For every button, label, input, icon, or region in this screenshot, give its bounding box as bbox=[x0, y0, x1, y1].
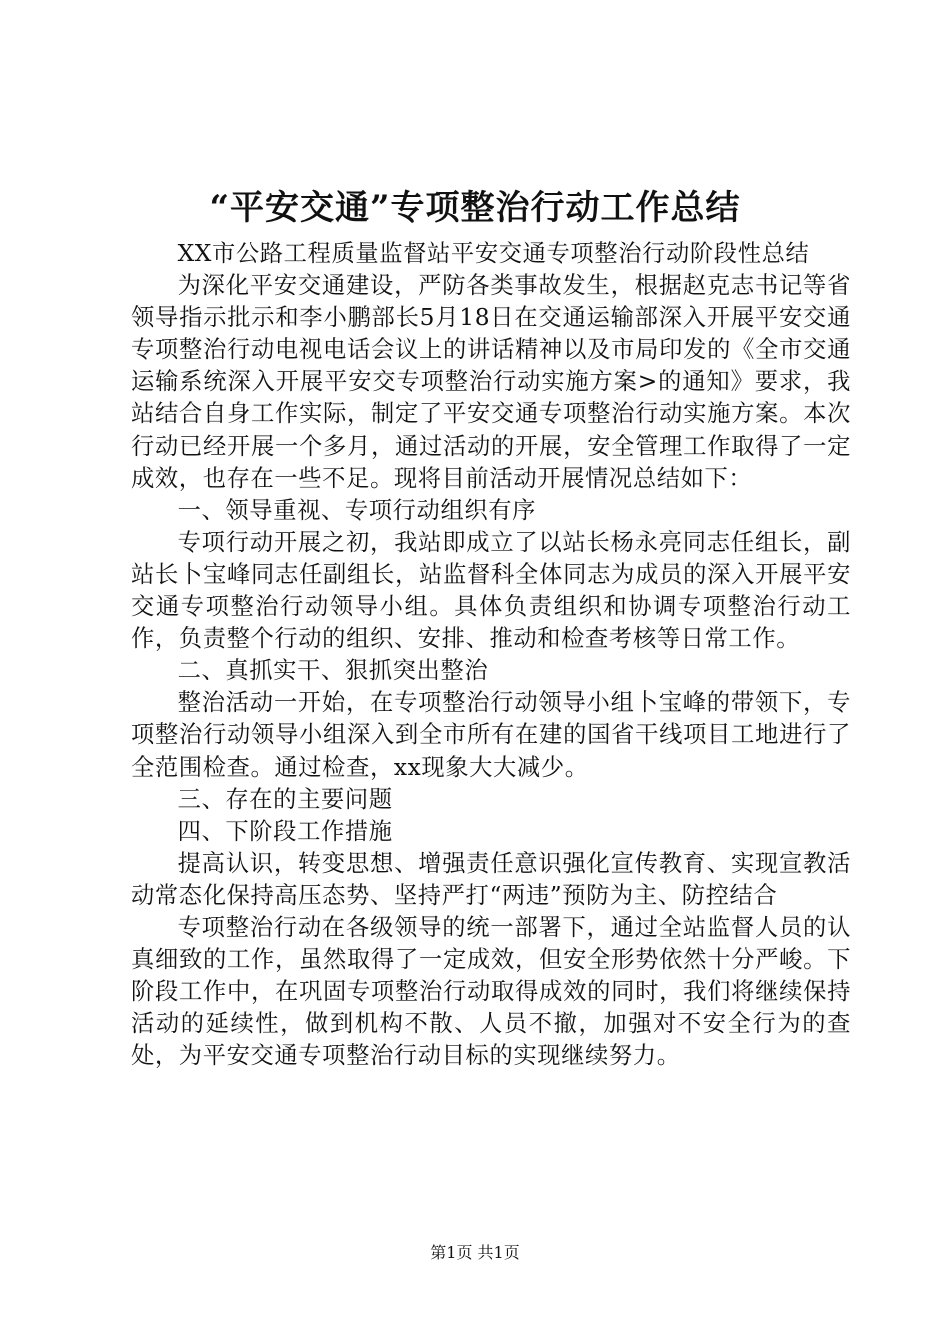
paragraph-section-2: 整治活动一开始，在专项整治行动领导小组卜宝峰的带领下，专项整治行动领导小组深入到全市所有在建的国省干线项目工地进行了全范围检查。通过检查，xx现象大大减少。 bbox=[131, 689, 851, 781]
section-heading-4: 四、下阶段工作措施 bbox=[177, 817, 393, 845]
paragraph-subtitle: XX市公路工程质量监督站平安交通专项整治行动阶段性总结 bbox=[177, 240, 810, 267]
paragraph-measures: 提高认识，转变思想、增强责任意识强化宣传教育、实现宣教活动常态化保持高压态势、坚持严打“两违”预防为主、防控结合 bbox=[131, 849, 851, 909]
document-body bbox=[131, 238, 851, 1072]
paragraph-conclusion: 专项整治行动在各级领导的统一部署下，通过全站监督人员的认真细致的工作，虽然取得了一定成效，但安全形势依然十分严峻。下阶段工作中，在巩固专项整治行动取得成效的同时，我们将继续保持活动的延续性，做到机构不散、人员不撤，加强对不安全行为的查处，为平安交通专项整治行动目标的实现继续努力。 bbox=[131, 913, 851, 1070]
page-footer: 第1页 共1页 bbox=[430, 1243, 520, 1262]
paragraph-section-1: 专项行动开展之初，我站即成立了以站长杨永亮同志任组长，副站长卜宝峰同志任副组长，站监督科全体同志为成员的深入开展平安交通专项整治行动领导小组。具体负责组织和协调专项整治行动工作，负责整个行动的组织、安排、推动和检查考核等日常工作。 bbox=[131, 528, 851, 653]
section-heading-2: 二、真抓实干、狠抓突出整治 bbox=[177, 657, 489, 685]
section-heading-3: 三、存在的主要问题 bbox=[177, 785, 393, 813]
section-heading-1: 一、领导重视、专项行动组织有序 bbox=[177, 496, 537, 524]
document-title: “平安交通”专项整治行动工作总结 bbox=[209, 188, 741, 228]
paragraph-intro: 为深化平安交通建设，严防各类事故发生，根据赵克志书记等省领导指示批示和李小鹏部长5月18日在交通运输部深入开展平安交通专项整治行动电视电话会议上的讲话精神以及市局印发的《全市交通运输系统深入开展平安交专项整治行动实施方案>的通知》要求，我站结合自身工作实际，制定了平安交通专项整治行动实施方案。本次行动已经开展一个多月，通过活动的开展，安全管理工作取得了一定成效，也存在一些不足。现将目前活动开展情况总结如下： bbox=[131, 272, 851, 492]
